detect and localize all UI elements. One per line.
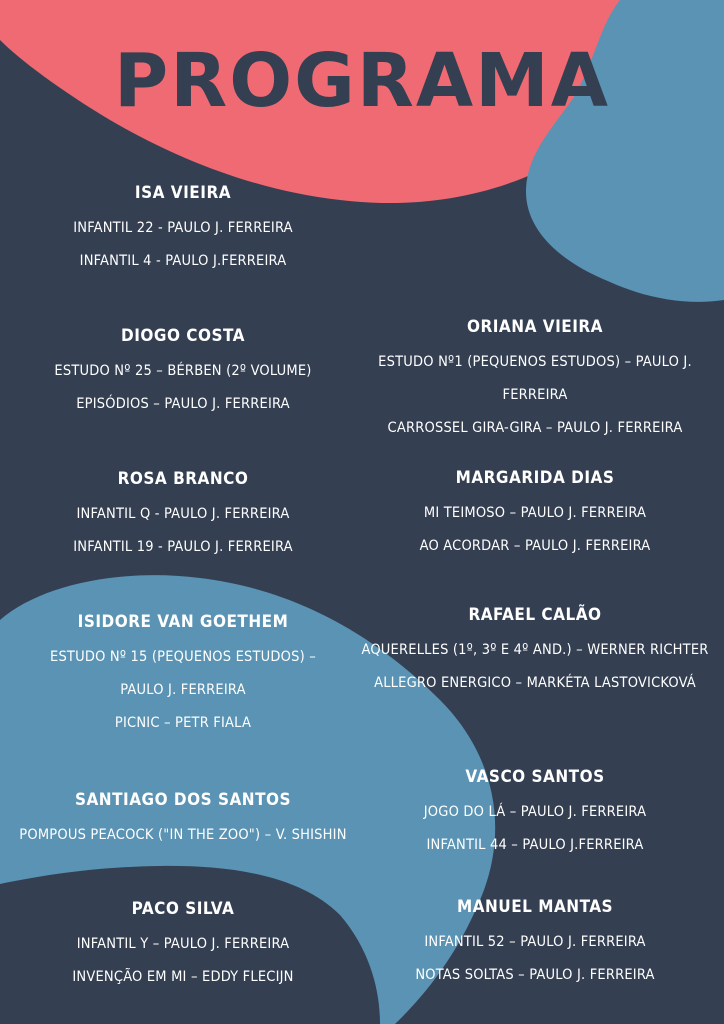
performer-name: VASCO SANTOS <box>465 767 605 787</box>
performer-name: ISA VIEIRA <box>134 183 232 203</box>
piece: NOTAS SOLTAS – PAULO J. FERREIRA <box>415 967 655 983</box>
performer-name: ORIANA VIEIRA <box>466 317 604 337</box>
piece: PICNIC – PETR FIALA <box>114 715 252 731</box>
piece: MI TEIMOSO – PAULO J. FERREIRA <box>423 505 647 521</box>
performer-name: PACO SILVA <box>131 899 235 919</box>
performer-isa-vieira <box>12 182 354 278</box>
performer-rafael-calao <box>360 604 710 700</box>
piece: INFANTIL Q - PAULO J. FERREIRA <box>76 506 290 522</box>
piece: CARROSSEL GIRA-GIRA – PAULO J. FERREIRA <box>387 420 683 436</box>
performer-vasco-santos <box>360 766 710 862</box>
performer-oriana-vieira <box>360 316 710 445</box>
performer-isidore-van-goethem <box>32 611 334 740</box>
performer-margarida-dias <box>360 467 710 563</box>
piece: INFANTIL 52 – PAULO J. FERREIRA <box>424 934 646 950</box>
piece: INVENÇÃO EM MI – EDDY FLECIJN <box>72 969 294 985</box>
piece: INFANTIL 44 – PAULO J.FERREIRA <box>426 837 644 853</box>
performer-name: ROSA BRANCO <box>117 469 249 489</box>
performer-diogo-costa <box>12 325 354 421</box>
piece: JOGO DO LÁ – PAULO J. FERREIRA <box>423 804 647 820</box>
performer-name: MARGARIDA DIAS <box>455 468 615 488</box>
performer-rosa-branco <box>12 468 354 564</box>
piece: AO ACORDAR – PAULO J. FERREIRA <box>419 538 651 554</box>
piece: INFANTIL 22 - PAULO J. FERREIRA <box>73 220 293 236</box>
piece: ALLEGRO ENERGICO – MARKÉTA LASTOVICKOVÁ <box>374 675 696 691</box>
piece: INFANTIL 19 - PAULO J. FERREIRA <box>73 539 293 555</box>
piece: INFANTIL 4 - PAULO J.FERREIRA <box>79 253 287 269</box>
performer-name: SANTIAGO DOS SANTOS <box>74 790 292 810</box>
performer-name: MANUEL MANTAS <box>456 897 614 917</box>
page-title: PROGRAMA <box>113 38 611 124</box>
piece: POMPOUS PEACOCK ("IN THE ZOO") – V. SHISHIN <box>19 827 347 843</box>
performer-name: DIOGO COSTA <box>121 326 245 346</box>
performer-name: RAFAEL CALÃO <box>468 605 602 625</box>
piece: EPISÓDIOS – PAULO J. FERREIRA <box>76 396 290 412</box>
performer-santiago-dos-santos <box>2 789 364 852</box>
performer-manuel-mantas <box>360 896 710 992</box>
piece: ESTUDO Nº 15 (PEQUENOS ESTUDOS) – PAULO J. FERREIRA <box>50 649 316 698</box>
piece: ESTUDO Nº 25 – BÉRBEN (2º VOLUME) <box>54 363 312 379</box>
piece: INFANTIL Y – PAULO J. FERREIRA <box>76 936 290 952</box>
piece: AQUERELLES (1º, 3º E 4º AND.) – WERNER RICHTER <box>361 642 709 658</box>
piece: ESTUDO Nº1 (PEQUENOS ESTUDOS) – PAULO J. FERREIRA <box>378 354 692 403</box>
performer-name: ISIDORE VAN GOETHEM <box>77 612 289 632</box>
performer-paco-silva <box>12 898 354 994</box>
